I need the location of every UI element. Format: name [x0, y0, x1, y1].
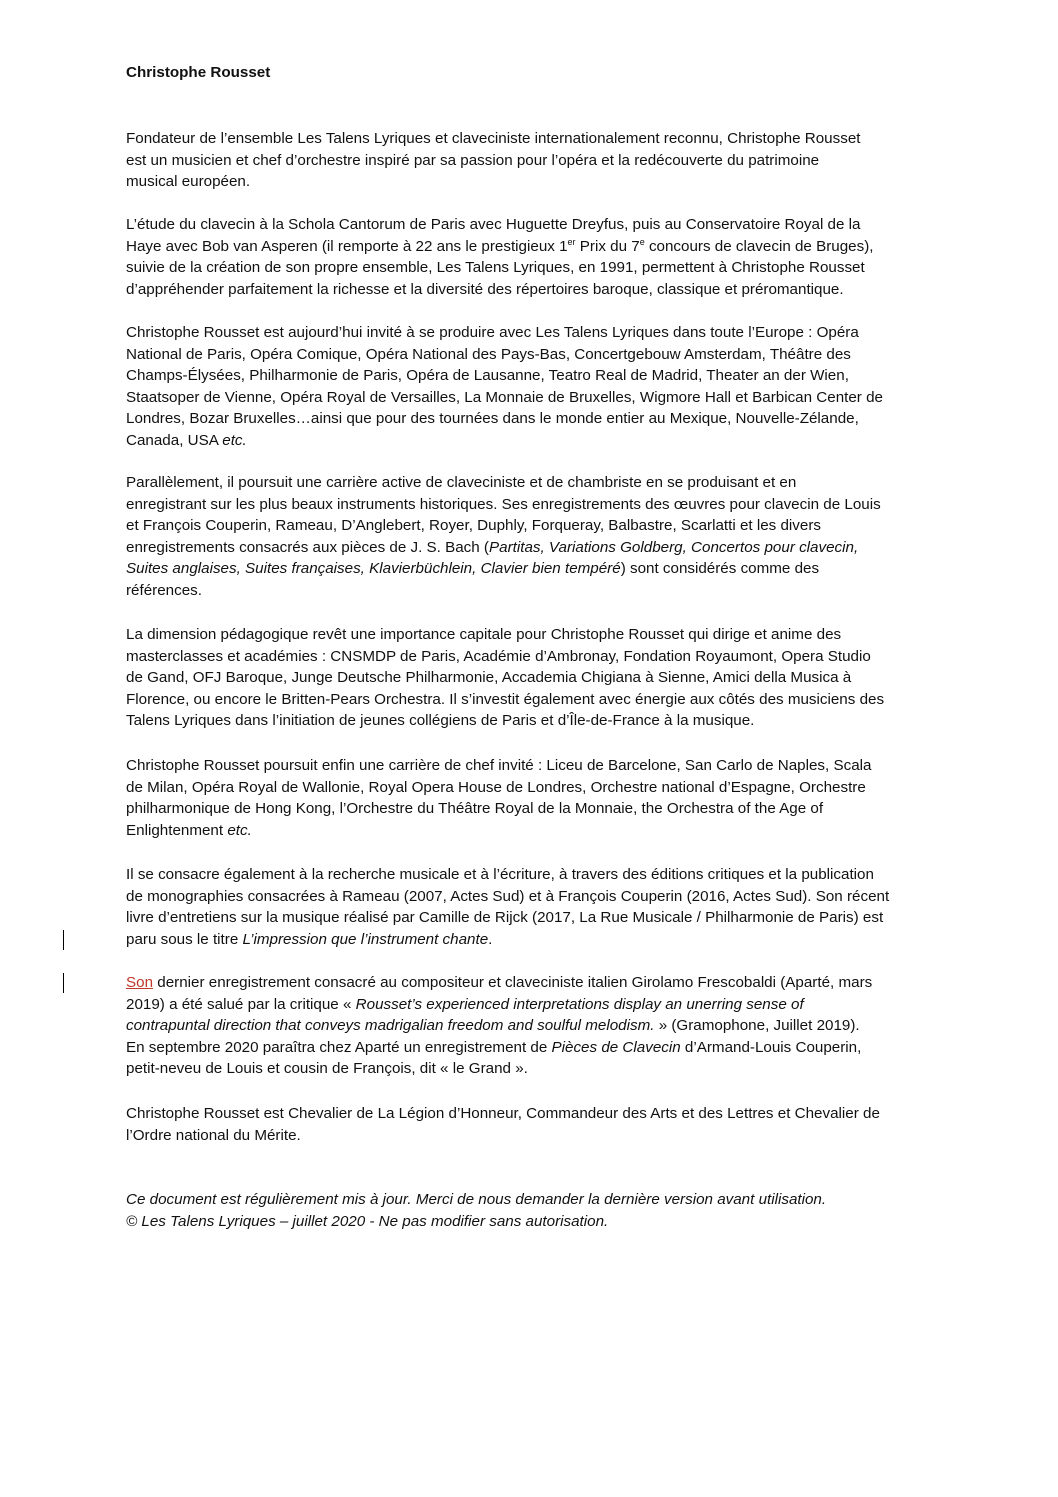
- text-line: et François Couperin, Rameau, D’Anglebert, Royer, Duphly, Forqueray, Balbastre, Scarlatti et les divers: [126, 517, 821, 534]
- text-line: enregistrant sur les plus beaux instruments historiques. Ses enregistrements des œuvres pour clavecin de Louis: [126, 495, 881, 513]
- italic-run: contrapuntal direction that conveys madrigalian freedom and soulful melodism.: [126, 1017, 655, 1034]
- paragraph-latest-recording: [126, 972, 946, 1080]
- text-line: de monographies consacrées à Rameau (2007, Actes Sud) et à François Couperin (2016, Actes Sud). Son récent: [126, 887, 890, 905]
- text-line: L’étude du clavecin à la Schola Cantorum de Paris avec Huguette Dreyfus, puis au Conservatoire Royal de la: [126, 216, 861, 233]
- text-line: d’appréhender parfaitement la richesse et la diversité des répertoires baroque, classique et préromantique.: [126, 280, 844, 298]
- text-line: de Gand, OFJ Baroque, Junge Deutsche Philharmonie, Accademia Chigiana à Sienne, Amici della Musica à: [126, 669, 852, 686]
- text-line: Talens Lyriques dans l’initiation de jeunes collégiens de Paris et d’Île-de-France à la musique.: [126, 712, 755, 729]
- text-line: livre d’entretiens sur la musique réalisé par Camille de Rijck (2017, La Rue Musicale / Philharmonie de Paris) est: [126, 909, 884, 926]
- text-line: [126, 929, 946, 951]
- text-run: ) sont considérés comme des: [620, 560, 820, 577]
- text-run: » (Gramophone, Juillet 2019).: [654, 1017, 860, 1034]
- text-run: En septembre 2020 paraîtra chez Aparté un enregistrement de: [126, 1038, 552, 1056]
- text-line: Fondateur de l’ensemble Les Talens Lyriques et claveciniste internationalement reconnu, Christophe Rousset: [126, 130, 861, 147]
- text-run: .: [488, 930, 493, 948]
- text-line: [126, 236, 946, 258]
- paragraph-education: [126, 214, 946, 300]
- text-line: [126, 537, 946, 559]
- text-line: National de Paris, Opéra Comique, Opéra National des Pays-Bas, Concertgebouw Amsterdam, Théâtre des: [126, 345, 851, 363]
- paragraph-teaching: [126, 624, 946, 732]
- paragraph-research: [126, 864, 946, 950]
- text-line: Christophe Rousset poursuit enfin une carrière de chef invité : Liceu de Barcelone, San Carlo de Naples, Scala: [126, 757, 872, 774]
- paragraph-honours: [126, 1103, 946, 1146]
- text-line: [126, 820, 946, 842]
- text-line: l’Ordre national du Mérite.: [126, 1126, 301, 1144]
- text-run: dernier enregistrement consacré au compositeur et claveciniste italien Girolamo Frescobaldi (Aparté, mars: [153, 974, 873, 991]
- text-line: Florence, ou encore le Britten-Pears Orchestra. Il s’investit également avec énergie aux côtés des musiciens des: [126, 690, 885, 708]
- text-line: petit-neveu de Louis et cousin de François, dit « le Grand ».: [126, 1060, 528, 1077]
- paragraph-intro: [126, 128, 946, 193]
- text-line: [126, 1037, 946, 1059]
- text-run: paru sous le titre: [126, 930, 243, 948]
- text-line: masterclasses et académies : CNSMDP de Paris, Académie d’Ambronay, Fondation Royaumont, Opera Studio: [126, 647, 871, 665]
- text-line: [126, 558, 946, 580]
- text-run: Enlightenment: [126, 821, 228, 839]
- revision-mark-text: Son: [126, 974, 154, 991]
- italic-run: L’impression que l’instrument chante: [242, 930, 489, 948]
- text-run: d’Armand-Louis Couperin,: [680, 1038, 862, 1056]
- text-line: Champs-Élysées, Philharmonie de Paris, Opéra de Lausanne, Teatro Real de Madrid, Theater an der Wien,: [126, 367, 849, 384]
- paragraph-guest-conductor: [126, 755, 946, 841]
- change-bar: [63, 973, 64, 993]
- italic-run: Suites anglaises, Suites françaises, Klavierbüchlein, Clavier bien tempéré: [126, 560, 621, 577]
- text-line: Londres, Bozar Bruxelles…ainsi que pour des tournées dans le monde entier au Mexique, Nouvelle-Zélande,: [126, 410, 859, 427]
- superscript: e: [639, 236, 645, 247]
- change-bar: [63, 930, 64, 950]
- text-line: Staatsoper de Vienne, Opéra Royal de Versailles, La Monnaie de Bruxelles, Wigmore Hall et Barbican Center de: [126, 388, 883, 406]
- text-line: [126, 1015, 946, 1037]
- text-line: Christophe Rousset est Chevalier de La Légion d’Honneur, Commandeur des Arts et des Lettres et Chevalier de: [126, 1105, 880, 1122]
- text-run: Haye avec Bob van Asperen (il remporte à 22 ans le prestigieux 1: [126, 237, 568, 255]
- document-footer-note: [126, 1189, 946, 1232]
- italic-run: Partitas, Variations Goldberg, Concertos pour clavecin,: [489, 538, 859, 556]
- text-line: références.: [126, 581, 202, 599]
- text-line: est un musicien et chef d’orchestre inspiré par sa passion pour l’opéra et la redécouverte du patrimoine: [126, 151, 820, 169]
- text-run: 2019) a été salué par la critique «: [126, 995, 356, 1013]
- text-line: La dimension pédagogique revêt une importance capitale pour Christophe Rousset qui dirige et anime des: [126, 626, 842, 643]
- paragraph-venues: [126, 322, 946, 451]
- text-run: Prix du 7: [575, 237, 640, 255]
- superscript: er: [567, 236, 576, 247]
- italic-run: etc.: [222, 431, 247, 449]
- text-line: [126, 430, 946, 452]
- text-run: enregistrements consacrés aux pièces de J. S. Bach (: [126, 538, 489, 556]
- text-line: philharmonique de Hong Kong, l’Orchestre du Théâtre Royal de la Monnaie, the Orchestra of the Age of: [126, 800, 824, 817]
- text-line: musical européen.: [126, 173, 251, 190]
- footer-line: © Les Talens Lyriques – juillet 2020 - Ne pas modifier sans autorisation.: [126, 1212, 609, 1230]
- text-line: suivie de la création de son propre ensemble, Les Talens Lyriques, en 1991, permettent à Christophe Rousset: [126, 259, 865, 276]
- text-line: Il se consacre également à la recherche musicale et à l’écriture, à travers des éditions critiques et la publication: [126, 866, 874, 883]
- text-run: concours de clavecin de Bruges),: [644, 237, 874, 255]
- text-line: Parallèlement, il poursuit une carrière active de claveciniste et de chambriste en se produisant et en: [126, 474, 797, 491]
- italic-run: Rousset’s experienced interpretations display an unerring sense of: [355, 995, 804, 1013]
- italic-run: etc.: [227, 821, 252, 839]
- text-line: [126, 972, 946, 994]
- text-run: Canada, USA: [126, 431, 223, 449]
- document-title: Christophe Rousset: [126, 64, 271, 81]
- footer-line: Ce document est régulièrement mis à jour. Merci de nous demander la dernière version avant utilisation.: [126, 1191, 827, 1208]
- text-line: de Milan, Opéra Royal de Wallonie, Royal Opera House de Londres, Orchestre national d’Espagne, Orchestre: [126, 778, 866, 796]
- paragraph-recordings: [126, 472, 946, 601]
- text-line: [126, 994, 946, 1016]
- italic-run: Pièces de Clavecin: [551, 1038, 681, 1056]
- text-line: Christophe Rousset est aujourd’hui invité à se produire avec Les Talens Lyriques dans toute l’Europe : Opéra: [126, 324, 859, 341]
